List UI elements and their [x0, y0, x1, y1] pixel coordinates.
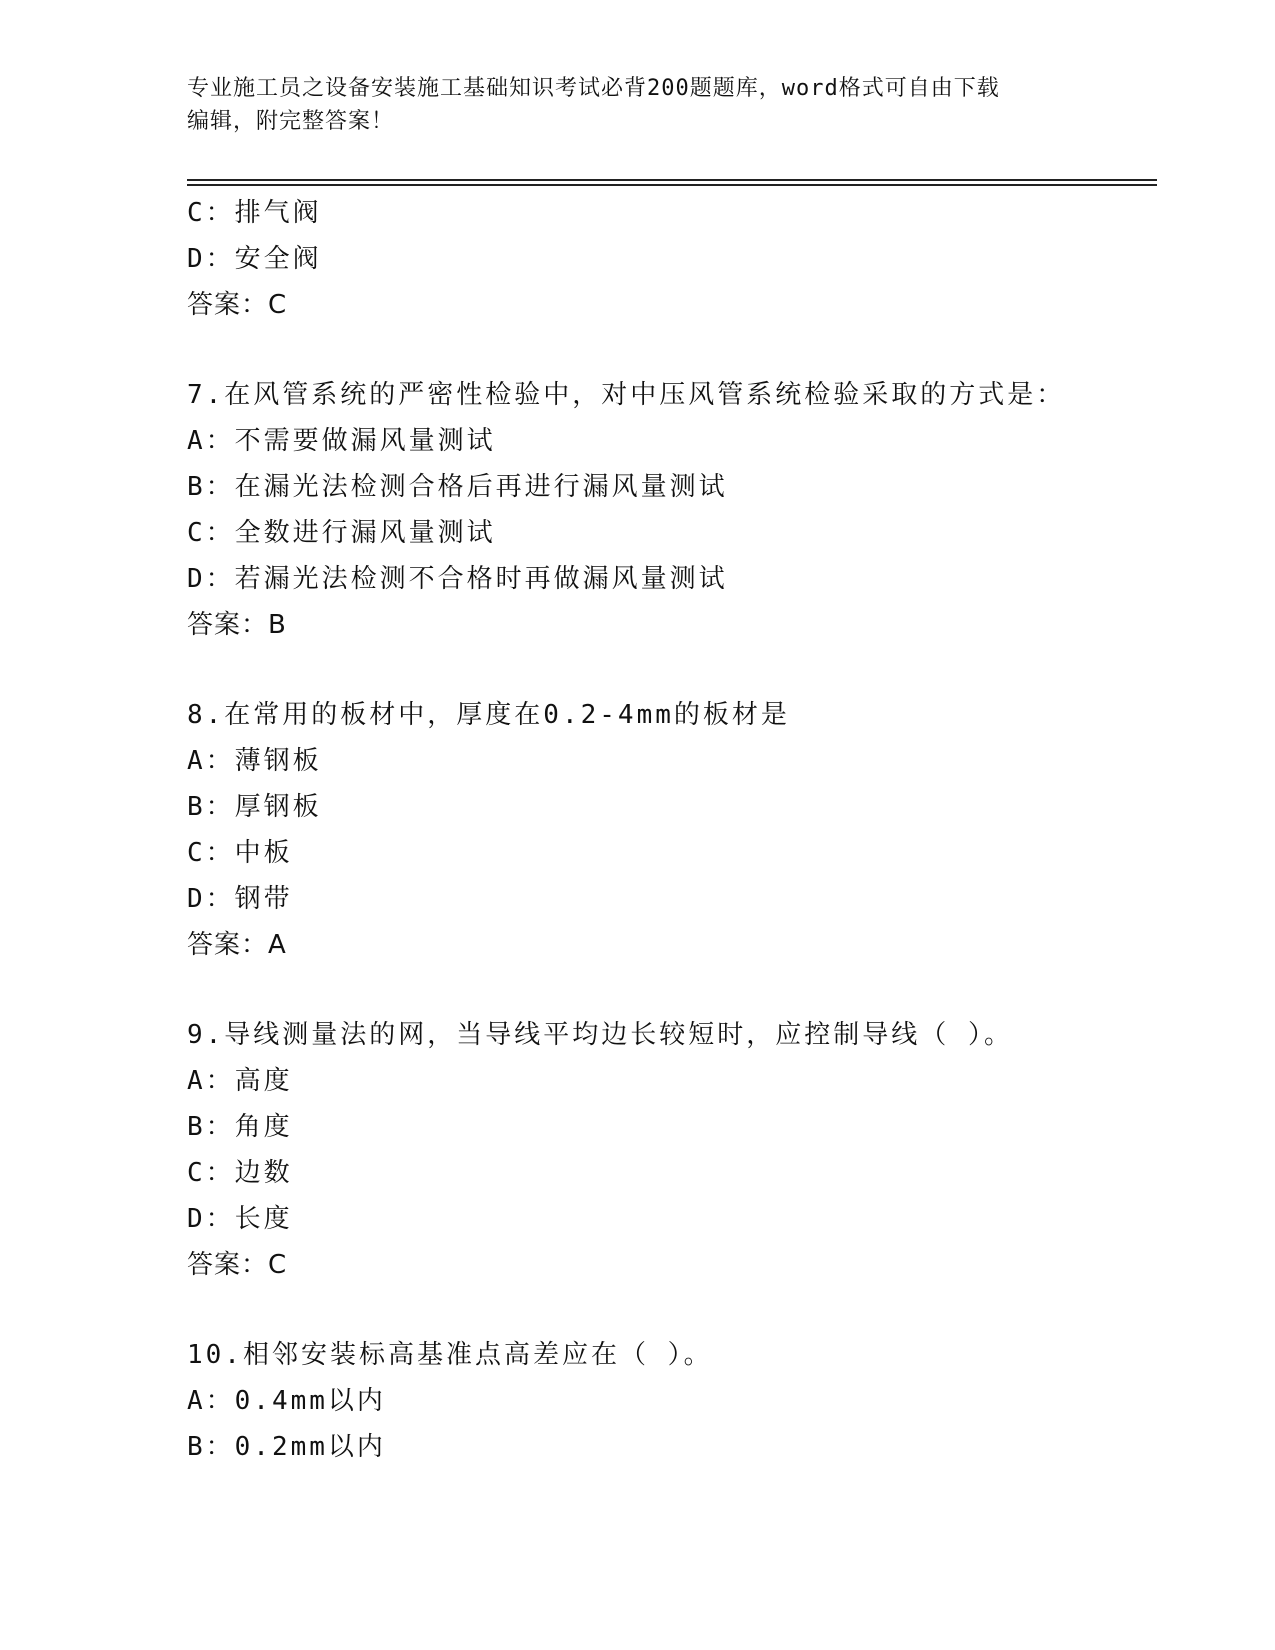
- option-d: D：若漏光法检测不合格时再做漏风量测试: [187, 564, 728, 594]
- spacer: [187, 1288, 1187, 1332]
- option-b: B：在漏光法检测合格后再进行漏风量测试: [187, 472, 728, 502]
- option-a: A：薄钢板: [187, 746, 322, 776]
- answer-line: 答案：A: [187, 930, 287, 960]
- question-stem: 9.导线测量法的网，当导线平均边长较短时，应控制导线（ ）。: [187, 1020, 1013, 1050]
- option-b: B：0.2mm以内: [187, 1432, 386, 1462]
- header-divider-top: [187, 179, 1157, 181]
- answer-line: 答案：B: [187, 610, 287, 640]
- option-d: D：钢带: [187, 884, 293, 914]
- option-b: B：厚钢板: [187, 792, 322, 822]
- option-a: A：高度: [187, 1066, 293, 1096]
- question-list: [187, 190, 1187, 1470]
- spacer: [187, 968, 1187, 1012]
- question-9: [187, 1012, 1187, 1288]
- spacer: [187, 648, 1187, 692]
- option-a: A：0.4mm以内: [187, 1386, 386, 1416]
- option-c: C：边数: [187, 1158, 293, 1188]
- option-d: D：长度: [187, 1204, 293, 1234]
- question-stem: 8.在常用的板材中，厚度在0.2-4mm的板材是: [187, 700, 790, 730]
- option-b: B：角度: [187, 1112, 293, 1142]
- question-stem: 7.在风管系统的严密性检验中，对中压风管系统检验采取的方式是：: [187, 380, 1066, 410]
- option-c: C：全数进行漏风量测试: [187, 518, 496, 548]
- question-stem: 10.相邻安装标高基准点高差应在（ ）。: [187, 1340, 713, 1370]
- option-c: C：中板: [187, 838, 293, 868]
- option-d: D：安全阀: [187, 244, 322, 274]
- document-header: [187, 72, 1067, 138]
- option-c: C：排气阀: [187, 198, 322, 228]
- header-title-line-2: 编辑，附完整答案！: [187, 109, 395, 134]
- question-6-continued: [187, 190, 1187, 328]
- header-divider-bottom: [187, 184, 1157, 186]
- answer-line: 答案：C: [187, 1250, 288, 1280]
- question-8: [187, 692, 1187, 968]
- spacer: [187, 328, 1187, 372]
- option-a: A：不需要做漏风量测试: [187, 426, 496, 456]
- question-7: [187, 372, 1187, 648]
- header-title-line-1: 专业施工员之设备安装施工基础知识考试必背200题题库，word格式可自由下载: [187, 76, 1000, 101]
- answer-line: 答案：C: [187, 290, 288, 320]
- question-10: [187, 1332, 1187, 1470]
